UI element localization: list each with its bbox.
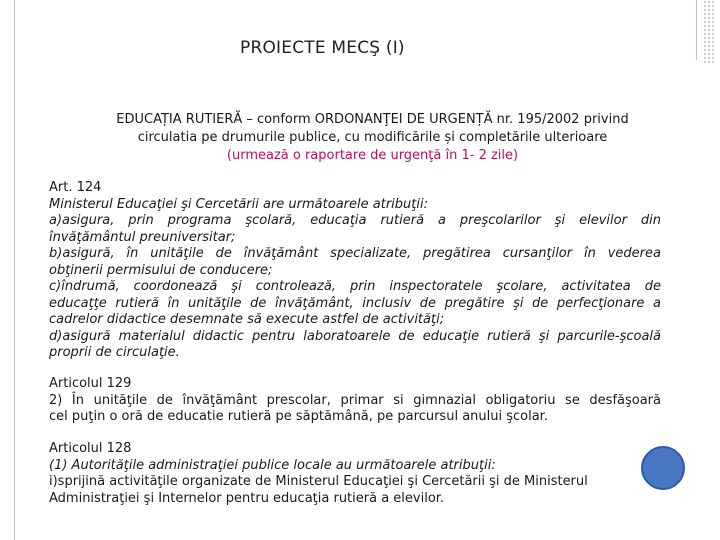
article-129-heading: Articolul 129 [49,376,132,391]
article-128 [49,441,629,507]
article-128-line: i)sprijină activităţile organizate de Ministerul Educaţiei şi Cercetării şi de Ministerul [49,474,588,489]
left-border-line [14,0,15,540]
article-124-line: d)asigură materialul didactic pentru laboratoarele de educaţie rutieră şi parcurile-şcoală [49,328,661,344]
article-124 [49,180,661,362]
article-128-line: Administraţiei şi Internelor pentru educaţia rutieră a elevilor. [49,490,445,506]
article-124-line: educaţţe rutieră în unităţile de învăţământ, inclusiv de pregătire şi de perfecţionare a [49,295,661,311]
subtitle-line-1: EDUCAȚIA RUTIERĂ – conform ORDONANŢEI DE URGENȚĂ nr. 195/2002 privind [116,112,629,127]
article-124-line: obţinerii permisului de conducere; [49,262,273,278]
article-128-intro: (1) Autorităţile administraţiei publice locale au următoarele atribuţii: [49,457,496,473]
blue-circle-decoration [641,446,685,490]
slide-title: PROIECTE MECŞ (I) [240,38,405,58]
article-124-line: a)asigura, prin programa şcolară, educaţia rutieră a preşcolarilor şi elevilor din [49,213,661,228]
article-129-line: 2) În unităţile de învăţământ prescolar, primar si gimnazial obligatoriu se desfăşoară [49,392,661,408]
subtitle-line-2: circulatia pe drumurile publice, cu modificările și completările ulterioare [137,130,608,145]
article-124-line: cadrelor didactice desemnate să execute astfel de activităţi; [49,312,445,327]
article-128-heading: Articolul 128 [49,441,132,456]
article-124-line: învăţământul preuniversitar; [49,229,236,245]
article-129 [49,376,661,426]
slide-subtitle [60,111,685,165]
article-124-heading: Art. 124 [49,180,102,195]
subtitle-note: (urmează o raportare de urgenţă în 1- 2 zile) [226,148,519,163]
article-124-line: c)îndrumă, coordonează şi controlează, prin inspectoratele şcolare, activitatea de [49,279,661,294]
article-124-line: proprii de circulaţie. [49,345,180,360]
corner-dot-pattern [703,0,715,64]
article-124-line: b)asigură, în unităţile de învăţământ specializate, pregătirea cursanţilor în vederea [49,246,661,261]
corner-line [696,0,697,60]
article-129-line: cel puţin o oră de educatie rutieră pe săptămână, pe parcursul anului şcolar. [49,409,548,424]
article-124-intro: Ministerul Educaţiei şi Cercetării are următoarele atribuţii: [49,196,428,212]
